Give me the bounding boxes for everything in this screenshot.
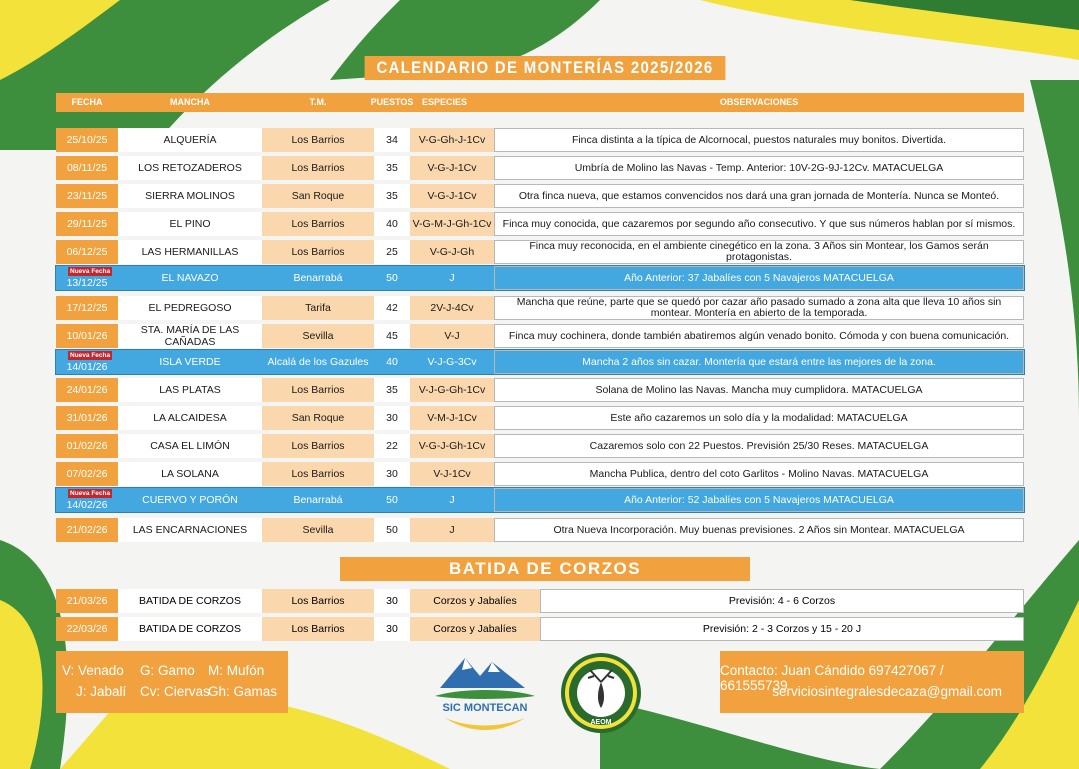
batida-especies: Corzos y Jabalíes [410, 589, 540, 613]
row-fecha: 17/12/25 [56, 296, 118, 320]
row-mancha: LAS ENCARNACIONES [118, 518, 262, 542]
contact-email: serviciosintegralesdecaza@gmail.com [772, 684, 1002, 699]
legend-cv: Cv: Ciervas [140, 684, 210, 699]
row-fecha: 10/01/26 [56, 324, 118, 348]
row-fecha: 25/10/25 [56, 128, 118, 152]
header-tm: T.M. [309, 97, 327, 107]
row-especies: V-G-M-J-Gh-1Cv [410, 212, 494, 236]
row-observaciones: Finca distinta a la típica de Alcornocal, puestos naturales muy bonitos. Divertida. [494, 128, 1024, 152]
row-fecha: 01/02/26 [56, 434, 118, 458]
row-puestos: 40 [374, 212, 410, 236]
row-tm: Alcalá de los Gazules [262, 350, 374, 374]
row-tm: Sevilla [262, 518, 374, 542]
batida-mancha: BATIDA DE CORZOS [118, 617, 262, 641]
batida-especies: Corzos y Jabalíes [410, 617, 540, 641]
row-observaciones: Solana de Molino las Navas. Mancha muy cumplidora. MATACUELGA [494, 378, 1024, 402]
table-row [56, 488, 1024, 512]
row-fecha [56, 350, 118, 374]
header-puestos: PUESTOS [370, 97, 414, 107]
row-mancha: LOS RETOZADEROS [118, 156, 262, 180]
row-especies: V-G-J-1Cv [410, 184, 494, 208]
row-especies: V-J-G-3Cv [410, 350, 494, 374]
legend-j: J: Jabalí [76, 684, 127, 699]
row-fecha-text: 13/12/25 [66, 277, 108, 289]
table-row [56, 184, 1024, 208]
row-especies: J [410, 266, 494, 290]
contact-line1: Contacto: Juan Cándido 697427067 / 661555739 [720, 663, 944, 693]
row-fecha-text: 14/02/26 [66, 499, 108, 511]
header-observaciones: OBSERVACIONES [719, 97, 799, 107]
row-puestos: 30 [374, 406, 410, 430]
table-row [56, 324, 1024, 348]
row-puestos: 50 [374, 266, 410, 290]
row-puestos: 50 [374, 488, 410, 512]
table-header [56, 93, 1024, 112]
table-row [56, 296, 1024, 320]
row-fecha-text: 14/01/26 [66, 361, 108, 373]
row-observaciones: Mancha que reúne, parte que se quedó por cazar año pasado sumado a zona alta que lleva 10 años sin montear. Montería en abierto de la temporada. [494, 296, 1024, 320]
row-tm: Los Barrios [262, 378, 374, 402]
row-observaciones: Mancha 2 años sin cazar. Montería que estará entre las mejores de la zona. [494, 350, 1024, 374]
aeom-logo [560, 652, 642, 734]
row-mancha: EL NAVAZO [118, 266, 262, 290]
row-fecha: 29/11/25 [56, 212, 118, 236]
row-observaciones: Finca muy conocida, que cazaremos por segundo año consecutivo. Y que sus números hablan por sí mismos. [494, 212, 1024, 236]
table-row [56, 462, 1024, 486]
row-especies: V-J-1Cv [410, 462, 494, 486]
table-row [56, 212, 1024, 236]
batida-observaciones: Previsión: 4 - 6 Corzos [540, 589, 1024, 613]
row-observaciones: Cazaremos solo con 22 Puestos. Previsión 25/30 Reses. MATACUELGA [494, 434, 1024, 458]
row-puestos: 40 [374, 350, 410, 374]
row-observaciones: Año Anterior: 52 Jabalíes con 5 Navajeros MATACUELGA [494, 488, 1024, 512]
row-puestos: 42 [374, 296, 410, 320]
sic-montecan-logo [430, 648, 540, 738]
row-mancha: STA. MARÍA DE LAS CAÑADAS [118, 324, 262, 348]
row-tm: Benarrabá [262, 488, 374, 512]
legend-gh: Gh: Gamas [208, 684, 278, 699]
row-mancha: ALQUERÍA [118, 128, 262, 152]
svg-text:SIC MONTECAN: SIC MONTECAN [442, 702, 528, 714]
row-especies: J [410, 518, 494, 542]
row-tm: Los Barrios [262, 240, 374, 264]
legend-g: G: Gamo [140, 663, 195, 678]
table-row [56, 240, 1024, 264]
row-observaciones: Este año cazaremos un solo día y la modalidad: MATACUELGA [494, 406, 1024, 430]
nueva-fecha-badge: Nueva Fecha [70, 268, 111, 275]
row-puestos: 45 [374, 324, 410, 348]
row-especies: J [410, 488, 494, 512]
row-tm: Los Barrios [262, 156, 374, 180]
batida-puestos: 30 [374, 589, 410, 613]
svg-text:AEOM: AEOM [590, 719, 612, 726]
row-observaciones: Otra finca nueva, que estamos convencidos nos dará una gran jornada de Montería. Nunca se Monteó. [494, 184, 1024, 208]
row-mancha: LA SOLANA [118, 462, 262, 486]
row-puestos: 35 [374, 156, 410, 180]
row-tm: Los Barrios [262, 434, 374, 458]
row-mancha: CUERVO Y PORÓN [118, 488, 262, 512]
row-mancha: LA ALCAIDESA [118, 406, 262, 430]
page-title: CALENDARIO DE MONTERÍAS 2025/2026 [365, 56, 726, 80]
table-row [56, 156, 1024, 180]
batida-observaciones: Previsión: 2 - 3 Corzos y 15 - 20 J [540, 617, 1024, 641]
row-fecha: 08/11/25 [56, 156, 118, 180]
batida-row [56, 589, 1024, 613]
legend-m: M: Mufón [208, 663, 265, 678]
table-row [56, 128, 1024, 152]
row-observaciones: Umbría de Molino las Navas - Temp. Anterior: 10V-2G-9J-12Cv. MATACUELGA [494, 156, 1024, 180]
table-row [56, 378, 1024, 402]
row-fecha [56, 266, 118, 290]
row-especies: V-J [410, 324, 494, 348]
row-puestos: 50 [374, 518, 410, 542]
batida-fecha: 22/03/26 [56, 617, 118, 641]
row-especies: V-G-J-Gh-1Cv [410, 434, 494, 458]
nueva-fecha-badge: Nueva Fecha [70, 352, 111, 359]
row-fecha: 21/02/26 [56, 518, 118, 542]
row-puestos: 25 [374, 240, 410, 264]
batida-fecha: 21/03/26 [56, 589, 118, 613]
row-observaciones: Finca muy reconocida, en el ambiente cinegético en la zona. 3 Años sin Montear, los Gamos serán protagonistas. [494, 240, 1024, 264]
row-tm: San Roque [262, 406, 374, 430]
row-mancha: EL PINO [118, 212, 262, 236]
row-fecha [56, 488, 118, 512]
row-especies: V-G-J-Gh [410, 240, 494, 264]
row-puestos: 35 [374, 378, 410, 402]
table-row [56, 518, 1024, 542]
row-mancha: SIERRA MOLINOS [118, 184, 262, 208]
row-fecha: 07/02/26 [56, 462, 118, 486]
batida-tm: Los Barrios [262, 617, 374, 641]
row-fecha: 24/01/26 [56, 378, 118, 402]
row-tm: Los Barrios [262, 462, 374, 486]
row-tm: Los Barrios [262, 212, 374, 236]
row-observaciones: Mancha Publica, dentro del coto Garlitos - Molino Navas. MATACUELGA [494, 462, 1024, 486]
table-row [56, 350, 1024, 374]
row-tm: Tarifa [262, 296, 374, 320]
row-observaciones: Otra Nueva Incorporación. Muy buenas previsiones. 2 Años sin Montear. MATACUELGA [494, 518, 1024, 542]
row-fecha: 23/11/25 [56, 184, 118, 208]
row-mancha: ISLA VERDE [118, 350, 262, 374]
header-fecha: FECHA [71, 97, 103, 107]
table-row [56, 406, 1024, 430]
row-mancha: EL PEDREGOSO [118, 296, 262, 320]
row-especies: V-M-J-1Cv [410, 406, 494, 430]
species-legend [56, 651, 288, 713]
row-puestos: 35 [374, 184, 410, 208]
table-row [56, 266, 1024, 290]
row-puestos: 22 [374, 434, 410, 458]
row-observaciones: Finca muy cochinera, donde también abatiremos algún venado bonito. Cómoda y con buena comunicación. [494, 324, 1024, 348]
row-observaciones: Año Anterior: 37 Jabalíes con 5 Navajeros MATACUELGA [494, 266, 1024, 290]
row-tm: Sevilla [262, 324, 374, 348]
row-especies: V-G-Gh-J-1Cv [410, 128, 494, 152]
row-tm: Benarrabá [262, 266, 374, 290]
row-especies: V-G-J-1Cv [410, 156, 494, 180]
batida-title: BATIDA DE CORZOS [340, 557, 750, 581]
batida-tm: Los Barrios [262, 589, 374, 613]
batida-mancha: BATIDA DE CORZOS [118, 589, 262, 613]
row-tm: Los Barrios [262, 128, 374, 152]
row-tm: San Roque [262, 184, 374, 208]
row-fecha: 31/01/26 [56, 406, 118, 430]
batida-row [56, 617, 1024, 641]
row-fecha: 06/12/25 [56, 240, 118, 264]
row-mancha: LAS PLATAS [118, 378, 262, 402]
row-puestos: 34 [374, 128, 410, 152]
contact-box [720, 651, 1024, 713]
row-especies: V-J-G-Gh-1Cv [410, 378, 494, 402]
batida-puestos: 30 [374, 617, 410, 641]
row-mancha: LAS HERMANILLAS [118, 240, 262, 264]
table-row [56, 434, 1024, 458]
row-puestos: 30 [374, 462, 410, 486]
header-mancha: MANCHA [170, 97, 210, 107]
legend-v: V: Venado [62, 663, 124, 678]
nueva-fecha-badge: Nueva Fecha [70, 490, 111, 497]
header-especies: ESPECIES [422, 97, 468, 107]
row-especies: 2V-J-4Cv [410, 296, 494, 320]
row-mancha: CASA EL LIMÓN [118, 434, 262, 458]
